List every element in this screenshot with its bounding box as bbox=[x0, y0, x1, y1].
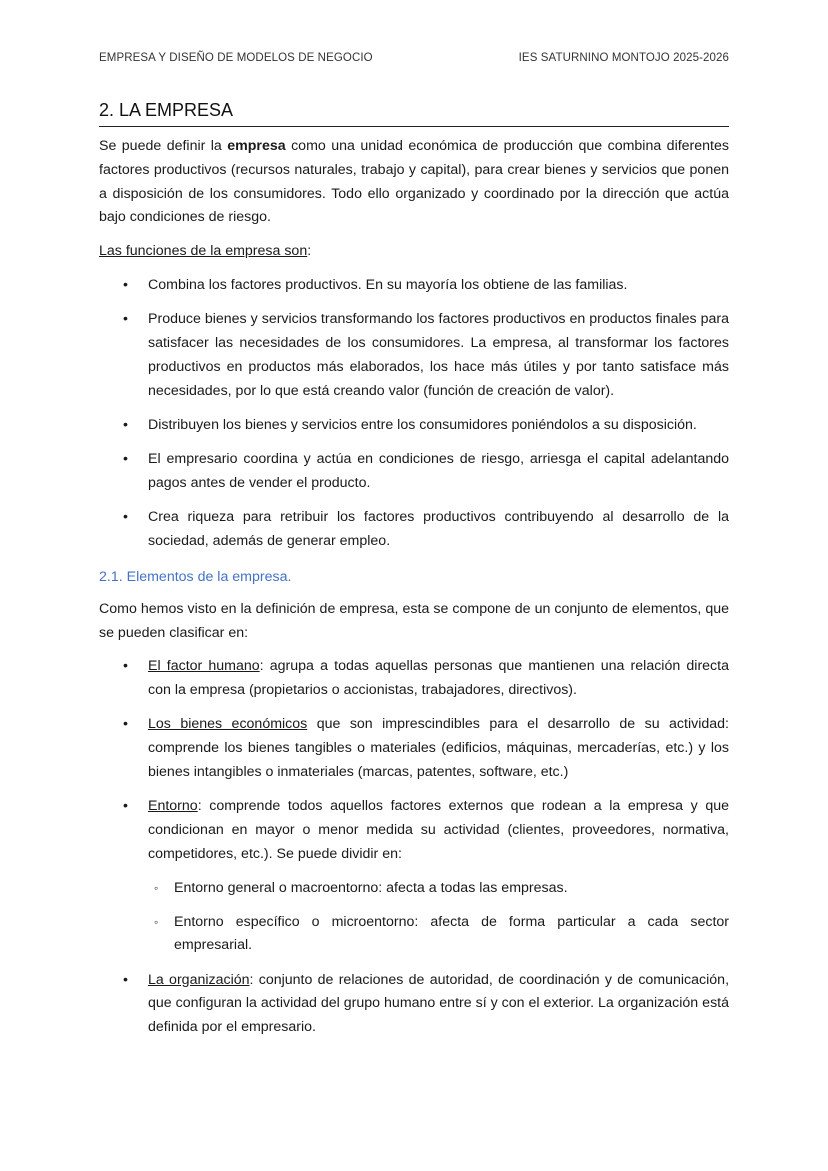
list-item bbox=[148, 969, 729, 1040]
environment-sublist bbox=[148, 877, 729, 958]
element-text: : conjunto de relaciones de autoridad, de coordinación y de comunicación, que configuran la actividad del grupo humano entre sí y con el exterior. La organización está definida por el empresario. bbox=[148, 971, 730, 1036]
definition-text: Se puede definir la bbox=[99, 138, 228, 154]
page-header bbox=[99, 52, 729, 64]
element-term: Los bienes económicos bbox=[148, 716, 308, 733]
element-text: : agrupa a todas aquellas personas que mantienen una relación directa con la empresa (propietarios o accionistas, trabajadores, directivos). bbox=[148, 658, 729, 699]
list-item: • Distribuyen los bienes y servicios entre los consumidores poniéndolos a su disposición. bbox=[148, 414, 729, 438]
sublist-item: ◦ Entorno específico o microentorno: afecta de forma particular a cada sector empresarial. bbox=[174, 911, 729, 959]
document-body bbox=[99, 135, 729, 1051]
elements-list bbox=[99, 655, 729, 1040]
element-term: Entorno bbox=[148, 798, 198, 815]
list-item bbox=[148, 655, 729, 703]
definition-text: como una unidad económica de producción que combina diferentes factores productivos (recursos naturales, trabajo y capital), para crear bienes y servicios que ponen a disposición de los consumidores. Todo ello organizado y coordinado por la dirección que actúa bajo condiciones de riesgo. bbox=[99, 138, 729, 226]
list-item: • Produce bienes y servicios transformando los factores productivos en productos finales para satisfacer las necesidades de los consumidores. La empresa, al transformar los factores productivos en productos más elaborados, los hace más útiles y por tanto satisface más necesidades, por lo que está creando valor (función de creación de valor). bbox=[148, 308, 729, 403]
list-item: • Crea riqueza para retribuir los factores productivos contribuyendo al desarrollo de la sociedad, además de generar empleo. bbox=[148, 506, 729, 554]
elements-intro: Como hemos visto en la definición de empresa, esta se compone de un conjunto de elementos, que se pueden clasificar en: bbox=[99, 600, 729, 641]
element-text: : comprende todos aquellos factores externos que rodean a la empresa y que condicionan en mayor o menor medida su actividad (clientes, proveedores, normativa, competidores, etc.). Se puede dividir en: bbox=[148, 798, 729, 862]
list-item: • El empresario coordina y actúa en condiciones de riesgo, arriesga el capital adelantando pagos antes de vender el producto. bbox=[148, 448, 729, 496]
colon: : bbox=[307, 243, 312, 260]
header-school-year: IES SATURNINO MONTOJO 2025-2026 bbox=[518, 52, 729, 64]
list-item bbox=[148, 795, 729, 958]
functions-label bbox=[99, 240, 729, 264]
functions-label-text: Las funciones de la empresa son bbox=[99, 243, 308, 260]
list-item: • Combina los factores productivos. En su mayoría los obtiene de las familias. bbox=[148, 274, 729, 298]
list-item bbox=[148, 713, 729, 784]
definition-paragraph bbox=[99, 135, 729, 230]
functions-list bbox=[99, 274, 729, 554]
subsection-title: 2.1. Elementos de la empresa. bbox=[99, 568, 292, 585]
element-text: que son imprescindibles para el desarrollo de su actividad: comprende los bienes tangibles o materiales (edificios, máquinas, mercaderías, etc.) y los bienes intangibles o inmateriales (marcas, patentes, software, etc.) bbox=[148, 716, 729, 781]
header-course-title: EMPRESA Y DISEÑO DE MODELOS DE NEGOCIO bbox=[99, 52, 373, 64]
sublist-item: ◦ Entorno general o macroentorno: afecta a todas las empresas. bbox=[174, 877, 729, 901]
section-title: 2. LA EMPRESA bbox=[99, 100, 729, 127]
definition-term: empresa bbox=[227, 138, 286, 154]
element-term: El factor humano bbox=[148, 658, 260, 675]
element-term: La organización bbox=[148, 971, 250, 988]
